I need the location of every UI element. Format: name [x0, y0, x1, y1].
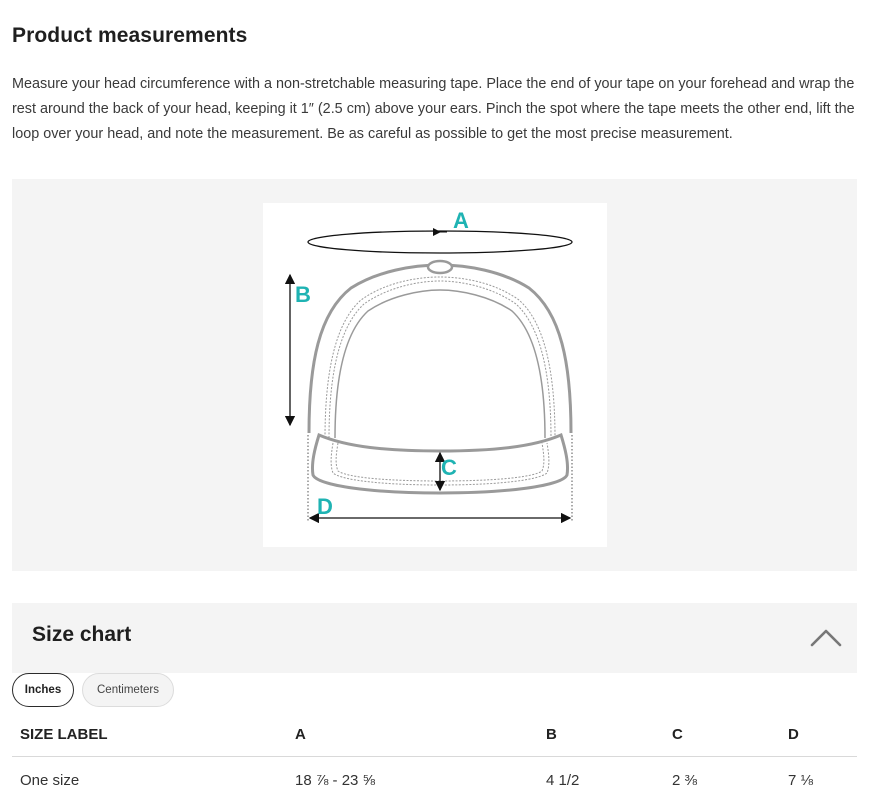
- dimension-b: [290, 275, 311, 425]
- collapse-button[interactable]: [807, 619, 845, 657]
- column-header-b: B: [538, 712, 664, 757]
- cap-measurement-illustration: [263, 203, 607, 547]
- size-table: [12, 712, 857, 803]
- page-title: Product measurements: [12, 24, 247, 48]
- cell-b: 4 1/2: [538, 757, 664, 803]
- table-header-row: [12, 712, 857, 757]
- label-d: D: [317, 494, 333, 519]
- column-header-c: C: [664, 712, 780, 757]
- column-header-size-label: SIZE LABEL: [12, 712, 287, 757]
- chevron-up-icon: [807, 619, 845, 657]
- tab-inches[interactable]: Inches: [12, 673, 74, 707]
- size-chart-title: Size chart: [32, 623, 131, 647]
- column-header-a: A: [287, 712, 538, 757]
- cap-diagram: [263, 203, 607, 547]
- label-b: B: [295, 282, 311, 307]
- label-c: C: [441, 455, 457, 480]
- column-header-d: D: [780, 712, 857, 757]
- table-row: [12, 757, 857, 803]
- measurement-instructions: Measure your head circumference with a non-stretchable measuring tape. Place the end of your tape on your forehead and wrap the rest around the back of your head, keeping it 1″ (2.5 cm) above your ears. Pinch the spot where the tape meets the other end, lift the loop over your head, and note the measurement. Be as careful as possible to get the most precise measurement.: [12, 72, 862, 146]
- cell-a: 18 ⅞ - 23 ⅝: [287, 757, 538, 803]
- size-chart-header[interactable]: [12, 603, 857, 673]
- dimension-a: [308, 208, 572, 253]
- label-a: A: [453, 208, 469, 233]
- cap-crown: [309, 261, 571, 438]
- cell-c: 2 ⅜: [664, 757, 780, 803]
- cell-size-label: One size: [12, 757, 287, 803]
- tab-centimeters[interactable]: Centimeters: [82, 673, 174, 707]
- diagram-panel: [12, 179, 857, 571]
- cell-d: 7 ⅛: [780, 757, 857, 803]
